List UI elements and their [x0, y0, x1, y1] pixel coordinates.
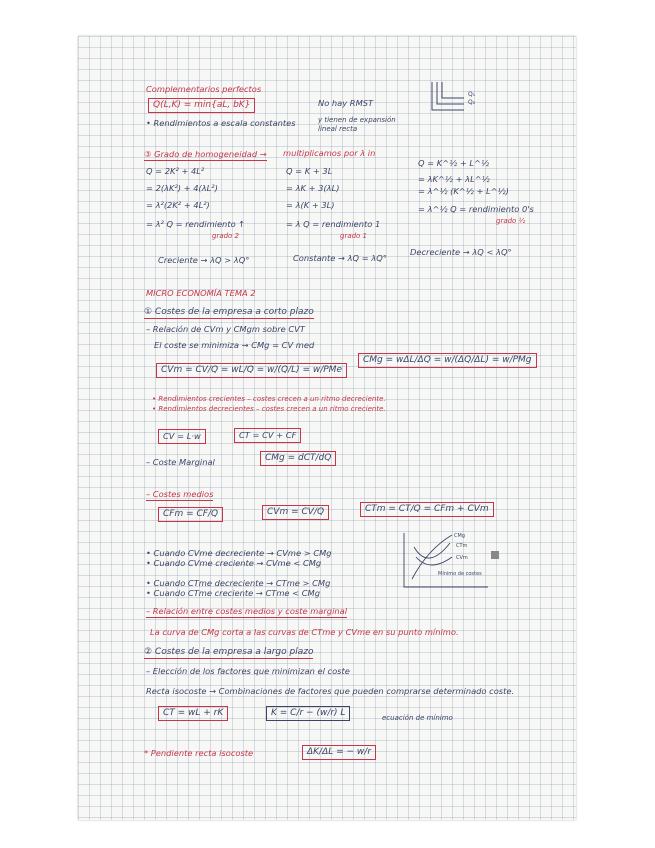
note-multiplicamos: multiplicamos por λ in	[283, 148, 376, 158]
heading-grado-homogeneidad: ③ Grado de homogeneidad →	[144, 149, 267, 159]
note-creciente: Creciente → λQ > λQ°	[158, 255, 250, 265]
heading-largo-plazo: ② Costes de la empresa a largo plazo	[144, 647, 314, 657]
heading-relacion-costes: – Relación entre costes medios y coste marginal	[146, 606, 348, 616]
boxed-cvm: CVm = CV/Q	[262, 505, 329, 520]
col3-line1: Q = K^½ + L^½	[418, 158, 490, 168]
section-title-micro: MICRO ECONOMÍA TEMA 2	[146, 288, 256, 298]
note-coste-minimiza: El coste se minimiza → CMg = CV med	[154, 340, 315, 350]
note-constante: Constante → λQ = λQ°	[293, 253, 387, 263]
boxed-isocoste: CT = wL + rK	[158, 706, 228, 721]
label-ctm: CTm	[456, 543, 468, 549]
heading-coste-marginal: – Coste Marginal	[146, 457, 215, 467]
note-senda-expansion: y tienen de expansión lineal recta	[318, 116, 396, 133]
heading-corto-plazo: ① Costes de la empresa a corto plazo	[144, 307, 314, 317]
col3-line3: = λ^½ (K^½ + L^½)	[418, 186, 509, 196]
boxed-cvm-formula: CVm = CV/Q = wL/Q = w/(Q/L) = w/PMe	[156, 363, 347, 378]
col1-line1: Q = 2K² + 4L²	[146, 166, 205, 176]
col2-line2: = λK + 3(λL)	[286, 183, 340, 193]
svg-text:Q₁: Q₁	[468, 91, 476, 98]
heading-costes-medios: – Costes medios	[146, 489, 214, 499]
col2-line3: = λ(K + 3L)	[286, 200, 335, 210]
note-rend-crecientes: • Rendimientos crecientes – costes crecen a un ritmo decreciente.	[152, 395, 386, 403]
col3-grado: grado ½	[496, 217, 526, 225]
col1-grado: grado 2	[212, 232, 240, 240]
boxed-k-equation: K = C/r − (w/r) L	[266, 706, 350, 721]
svg-text:Q₂: Q₂	[468, 99, 476, 106]
note-ctme-decreciente: • Cuando CTme decreciente → CTme > CMg	[146, 578, 331, 588]
boxed-ctm: CTm = CT/Q = CFm + CVm	[360, 502, 494, 517]
isoquant-l-shape-icon	[428, 80, 488, 120]
note-rend-decrecientes: • Rendimientos decrecientes – costes crecen a un ritmo creciente.	[152, 405, 386, 413]
boxed-min-function: Q(L,K) = min{aL, bK}	[148, 98, 255, 113]
label-minimo: Mínimo de costes	[438, 571, 482, 577]
note-ctme-creciente: • Cuando CTme creciente → CTme < CMg	[146, 588, 320, 598]
col1-line4: = λ² Q = rendimiento ↑	[146, 219, 246, 229]
notebook-page	[78, 36, 576, 820]
heading-complementarios: Complementarios perfectos	[146, 84, 262, 94]
col2-line4: = λ Q = rendimiento 1	[286, 219, 381, 229]
note-ecuacion-minimo: ecuación de mínimo	[382, 714, 453, 722]
note-decreciente: Decreciente → λQ < λQ°	[410, 247, 512, 257]
note-relacion-cvm: – Relación de CVm y CMgm sobre CVT	[146, 324, 305, 334]
note-cvme-decreciente: • Cuando CVme decreciente → CVme > CMg	[146, 548, 332, 558]
note-curva-cmg: La curva de CMg corta a las curvas de CTme y CVme en su punto mínimo.	[150, 627, 459, 637]
col3-line4: = λ^½ Q = rendimiento 0's	[418, 204, 534, 214]
note-pendiente-isocoste: * Pendiente recta isocoste	[144, 748, 254, 758]
note-eleccion-factores: – Elección de los factores que minimizan el coste	[146, 666, 350, 676]
col2-line1: Q = K + 3L	[286, 166, 333, 176]
label-cvm: CVm	[456, 555, 468, 561]
boxed-ct: CT = CV + CF	[234, 428, 301, 443]
boxed-cfm: CFm = CF/Q	[158, 507, 223, 522]
col1-line3: = λ²(2K² + 4L²)	[146, 200, 210, 210]
col2-grado: grado 1	[340, 232, 368, 240]
col3-line2: = λK^½ + λL^½	[418, 174, 490, 184]
boxed-pendiente: ΔK/ΔL = − w/r	[302, 745, 376, 760]
col1-line2: = 2(λK²) + 4(λL²)	[146, 183, 218, 193]
boxed-cv: CV = L·w	[158, 429, 206, 444]
boxed-cmg-formula: CMg = wΔL/ΔQ = w/(ΔQ/ΔL) = w/PMg	[358, 353, 537, 368]
label-cmg: CMg	[454, 533, 465, 539]
note-recta-isocoste: Recta isocoste → Combinaciones de factores que pueden comprarse determinado coste.	[146, 686, 515, 696]
note-rendimientos-constantes: • Rendimientos a escala constantes	[146, 118, 296, 128]
note-no-rmst: No hay RMST	[318, 98, 374, 108]
cost-curves-sketch	[398, 529, 508, 593]
note-cvme-creciente: • Cuando CVme creciente → CVme < CMg	[146, 558, 322, 568]
boxed-cmg-derivative: CMg = dCT/dQ	[260, 451, 336, 466]
gray-square-mark	[491, 551, 499, 559]
